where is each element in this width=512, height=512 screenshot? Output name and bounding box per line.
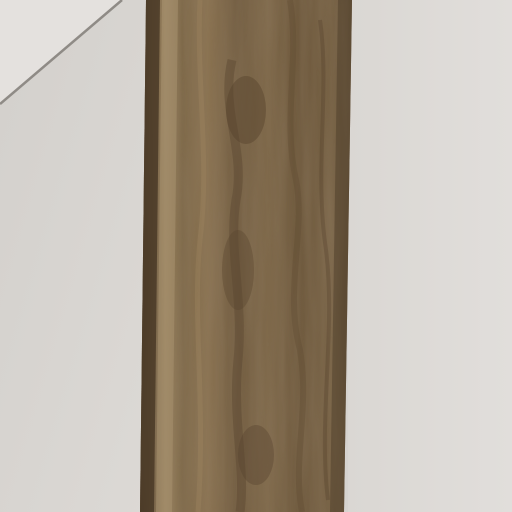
wood-knot bbox=[226, 76, 266, 144]
wood-knot bbox=[222, 230, 254, 310]
wood-knot bbox=[238, 425, 274, 485]
wooden-board bbox=[140, 0, 352, 512]
right-wall bbox=[348, 0, 512, 512]
